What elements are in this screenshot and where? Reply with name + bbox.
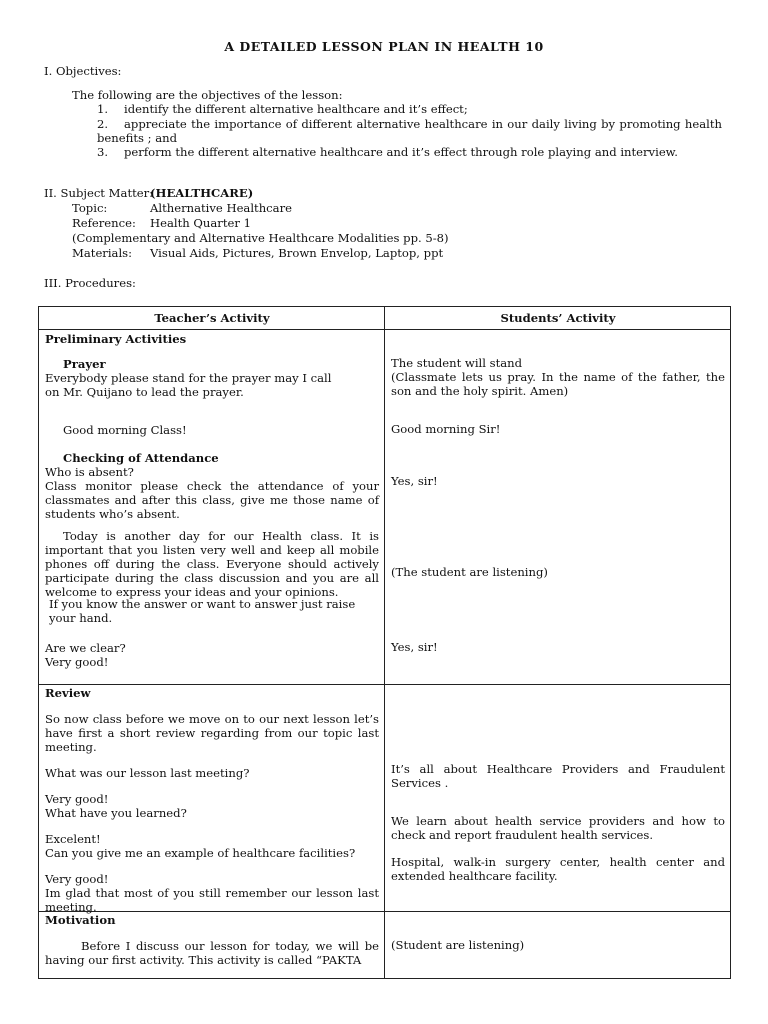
attendance-heading: Checking of Attendance bbox=[63, 451, 219, 465]
objective-item: perform the different alternative healthcare and it’s effect through role playing and interview. bbox=[124, 145, 678, 159]
motivation-heading: Motivation bbox=[45, 913, 116, 927]
student-listening: (The student are listening) bbox=[391, 565, 548, 579]
prayer-text: Everybody please stand for the prayer may I call on Mr. Quijano to lead the prayer. bbox=[45, 371, 332, 399]
motivation-text: Before I discuss our lesson for today, we will be having our first activity. This activity is called “PAKTA bbox=[45, 939, 379, 967]
objective-number: 2. bbox=[97, 117, 109, 131]
student-yes-sir: Yes, sir! bbox=[391, 474, 438, 488]
document-title: A DETAILED LESSON PLAN IN HEALTH 10 bbox=[224, 39, 544, 54]
objective-item: identify the different alternative healthcare and it’s effect; bbox=[124, 102, 468, 116]
reference-label: Reference: bbox=[72, 216, 136, 230]
review-very-good: Very good! bbox=[45, 792, 109, 806]
reference-value: Health Quarter 1 bbox=[150, 216, 251, 230]
preliminary-student-cell bbox=[385, 330, 731, 685]
review-very-good: Very good! bbox=[45, 872, 109, 886]
reference-note: (Complementary and Alternative Healthcare Modalities pp. 5-8) bbox=[72, 231, 449, 245]
procedures-heading: III. Procedures: bbox=[44, 276, 136, 290]
preliminary-teacher-cell bbox=[39, 330, 385, 685]
materials-label: Materials: bbox=[72, 246, 133, 260]
objectives-intro: The following are the objectives of the lesson: bbox=[72, 88, 343, 102]
objective-number: 1. bbox=[97, 102, 109, 116]
review-question: What was our lesson last meeting? bbox=[45, 766, 250, 780]
attendance-question: Who is absent? bbox=[45, 465, 134, 479]
very-good-text: Very good! bbox=[45, 655, 109, 669]
review-excellent: Excelent! bbox=[45, 832, 101, 846]
review-intro: So now class before we move on to our next lesson let’s have first a short review regarding from our topic last meeting. bbox=[45, 712, 379, 754]
student-yes-sir: Yes, sir! bbox=[391, 640, 438, 654]
objective-number: 3. bbox=[97, 145, 109, 159]
student-prayer-text: (Classmate lets us pray. In the name of the father, the son and the holy spirit. Amen) bbox=[391, 370, 725, 398]
review-student-answer: We learn about health service providers and how to check and report fraudulent health services. bbox=[391, 814, 725, 842]
objectives-heading: I. Objectives: bbox=[44, 64, 122, 78]
review-student-answer: It’s all about Healthcare Providers and Fraudulent Services . bbox=[391, 762, 725, 790]
review-heading: Review bbox=[45, 686, 91, 700]
motivation-teacher-cell bbox=[39, 912, 385, 979]
objective-item-continuation: benefits ; and bbox=[97, 131, 178, 145]
prayer-heading: Prayer bbox=[63, 357, 106, 371]
review-student-answer: Hospital, walk-in surgery center, health center and extended healthcare facility. bbox=[391, 855, 725, 883]
teacher-activity-header: Teacher’s Activity bbox=[39, 307, 385, 330]
objective-item: appreciate the importance of different alternative healthcare in our daily living by promoting health bbox=[124, 117, 722, 131]
preliminary-row bbox=[39, 330, 731, 685]
topic-value: Althernative Healthcare bbox=[150, 201, 292, 215]
motivation-row bbox=[39, 912, 731, 979]
raise-hand-text: If you know the answer or want to answer just raise your hand. bbox=[49, 597, 356, 625]
students-activity-header: Students’ Activity bbox=[385, 307, 731, 330]
today-text: Today is another day for our Health class. It is important that you listen very well and keep all mobile phones off during the class. Everyone should actively participate during the class discussion and you are all welcome to express your ideas and your opinions. bbox=[45, 529, 379, 599]
review-student-cell bbox=[385, 685, 731, 912]
review-row bbox=[39, 685, 731, 912]
student-stand-text: The student will stand bbox=[391, 356, 523, 370]
clear-question: Are we clear? bbox=[45, 641, 126, 655]
materials-value: Visual Aids, Pictures, Brown Envelop, Laptop, ppt bbox=[150, 246, 444, 260]
review-question: What have you learned? bbox=[45, 806, 187, 820]
review-teacher-cell bbox=[39, 685, 385, 912]
table-header-row bbox=[39, 307, 731, 330]
motivation-student-cell bbox=[385, 912, 731, 979]
topic-label: Topic: bbox=[72, 201, 108, 215]
attendance-text: Class monitor please check the attendance of your classmates and after this class, give me those name of students who’s absent. bbox=[45, 479, 379, 521]
review-question: Can you give me an example of healthcare facilities? bbox=[45, 846, 356, 860]
subject-matter-value: (HEALTHCARE) bbox=[150, 186, 254, 200]
review-closing: Im glad that most of you still remember our lesson last meeting. bbox=[45, 886, 379, 914]
greeting-text: Good morning Class! bbox=[63, 423, 187, 437]
subject-matter-heading: II. Subject Matter: bbox=[44, 186, 154, 200]
motivation-student-listening: (Student are listening) bbox=[391, 938, 525, 952]
preliminary-heading: Preliminary Activities bbox=[45, 332, 187, 346]
student-greeting: Good morning Sir! bbox=[391, 422, 501, 436]
procedures-table bbox=[38, 306, 731, 979]
